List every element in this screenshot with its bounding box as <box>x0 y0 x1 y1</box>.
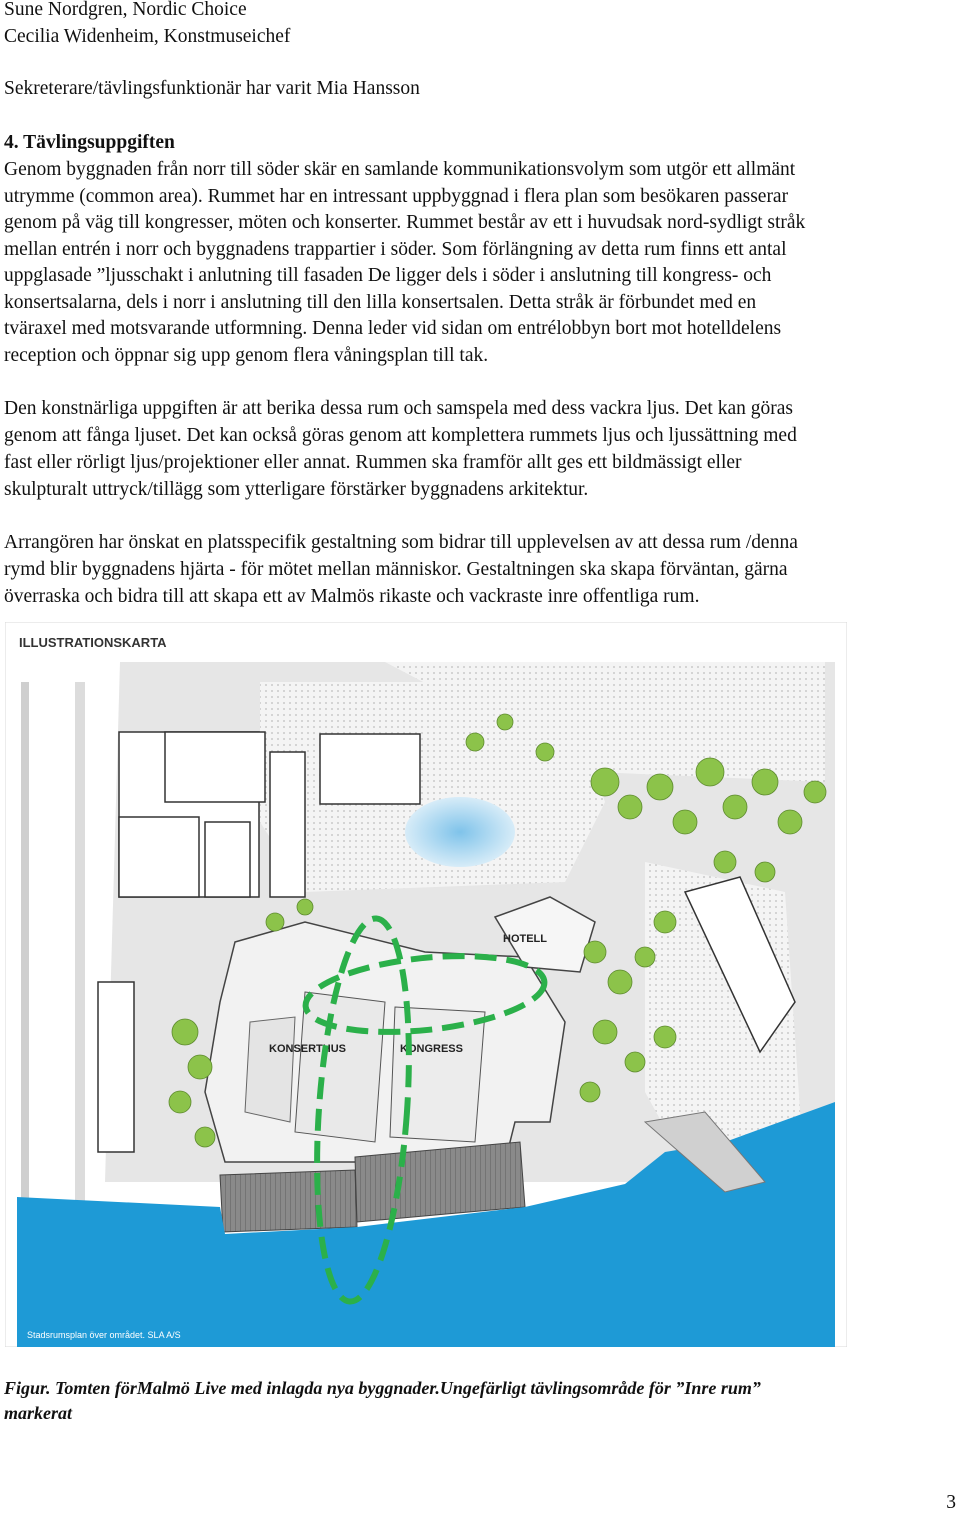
tree <box>696 758 724 786</box>
paragraph-line: tväraxel med motsvarande utformning. Denna leder vid sidan om entrélobbyn bort mot hotelldelens <box>4 318 782 339</box>
tree <box>593 1020 617 1044</box>
section-heading: 4. Tävlingsuppgiften <box>4 132 175 153</box>
pier-hatched-1 <box>220 1170 357 1232</box>
tree <box>778 810 802 834</box>
building-detail <box>295 992 385 1142</box>
building-long-west <box>98 982 134 1152</box>
tree <box>654 1026 676 1048</box>
tree <box>169 1091 191 1113</box>
tree <box>580 1082 600 1102</box>
paragraph-line: utrymme (common area). Rummet har en intressant uppbyggnad i flera plan som besökaren passerar <box>4 186 789 207</box>
tree <box>536 743 554 761</box>
tree <box>466 733 484 751</box>
tree <box>625 1052 645 1072</box>
tree <box>188 1055 212 1079</box>
tree <box>266 913 284 931</box>
tree <box>752 769 778 795</box>
label-konserthus: KONSERTHUS <box>269 1043 347 1055</box>
tree <box>654 911 676 933</box>
map-credit: Stadsrumsplan över området. SLA A/S <box>27 1330 181 1340</box>
paragraph-line: konsertsalarna, dels i norr i anslutning till den lilla konsertsalen. Detta stråk är förbundet med en <box>4 292 757 313</box>
header-line-2: Cecilia Widenheim, Konstmuseichef <box>4 26 291 47</box>
paragraph-line: överraska och bidra till att skapa ett av Malmös rikaste och vackraste inre offentliga rum. <box>4 586 700 607</box>
building-block <box>165 732 265 802</box>
tree <box>172 1019 198 1045</box>
tree <box>195 1127 215 1147</box>
paragraph-line: fast eller rörligt ljus/projektioner eller annat. Rummen ska framför allt ges ett bildmässigt eller <box>4 452 742 473</box>
building-block <box>270 752 305 897</box>
paragraph-line: skulpturalt uttryck/tillägg som ytterligare förstärker byggnadens arkitektur. <box>4 479 589 500</box>
paragraph-line: Arrangören har önskat en platsspecifik gestaltning som bidrar till upplevelsen av att dessa rum /denna <box>4 532 798 553</box>
map-title: ILLUSTRATIONSKARTA <box>19 635 167 650</box>
illustration-map <box>5 622 847 1347</box>
fountain <box>405 797 515 867</box>
tree <box>497 714 513 730</box>
tree <box>804 781 826 803</box>
paragraph-line: mellan entrén i norr och byggnadens trappartier i söder. Som förlängning av detta rum finns ett antal <box>4 239 787 260</box>
figure-caption-line-2: markerat <box>4 1403 73 1423</box>
tree <box>673 810 697 834</box>
page-number: 3 <box>946 1492 956 1513</box>
tree <box>584 941 606 963</box>
paragraph-line: reception och öppnar sig upp genom flera våningsplan till tak. <box>4 345 489 366</box>
tree <box>591 768 619 796</box>
tree <box>714 851 736 873</box>
tree <box>608 970 632 994</box>
paragraph-line: rymd blir byggnadens hjärta - för mötet mellan människor. Gestaltningen ska skapa förväntan, gärna <box>4 559 788 580</box>
tree <box>755 862 775 882</box>
building-detail <box>245 1017 295 1122</box>
paragraph-line: Genom byggnaden från norr till söder skär en samlande kommunikationsvolym som utgör ett allmänt <box>4 159 796 180</box>
tree <box>635 947 655 967</box>
header-line-1: Sune Nordgren, Nordic Choice <box>4 0 247 20</box>
paragraph-line: genom på väg till kongresser, möten och konserter. Rummet består av ett i huvudsak nord-sydligt stråk <box>4 212 806 233</box>
tree <box>618 795 642 819</box>
tree <box>297 899 313 915</box>
paragraph-line: uppglasade ”ljusschakt i anlutning till fasaden De ligger dels i söder i anslutning till kongress- och <box>4 265 772 286</box>
label-kongress: KONGRESS <box>400 1043 463 1055</box>
building-block <box>320 734 420 804</box>
tree <box>723 795 747 819</box>
paragraph-line: genom att fånga ljuset. Det kan också göras genom att komplettera rummets ljus och ljussättning med <box>4 425 797 446</box>
building-block <box>119 817 199 897</box>
label-hotell: HOTELL <box>503 933 547 945</box>
secretary-line: Sekreterare/tävlingsfunktionär har varit Mia Hansson <box>4 78 420 99</box>
paragraph-line: Den konstnärliga uppgiften är att berika dessa rum och samspela med dess vackra ljus. Det kan göras <box>4 398 793 419</box>
building-block <box>205 822 250 897</box>
tree <box>647 774 673 800</box>
figure-caption-line-1: Figur. Tomten förMalmö Live med inlagda nya byggnader.Ungefärligt tävlingsområde för ”Inre rum” <box>4 1378 761 1398</box>
